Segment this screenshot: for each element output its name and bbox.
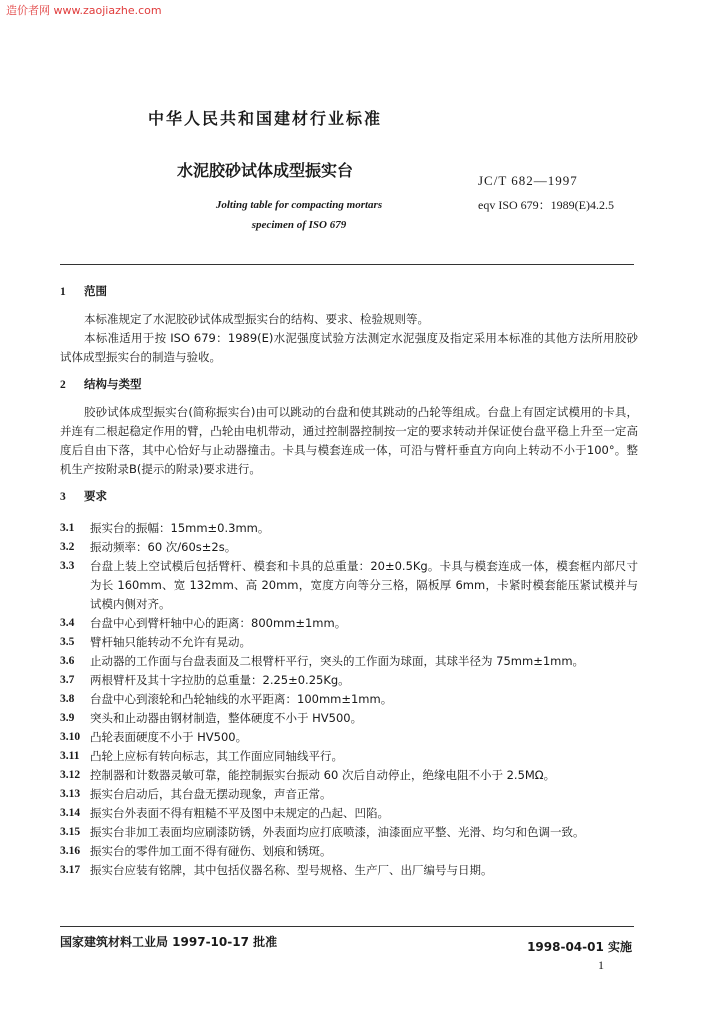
requirement-item bbox=[60, 690, 638, 709]
requirement-item bbox=[60, 557, 638, 614]
requirement-item bbox=[60, 671, 638, 690]
clause-text: 控制器和计数器灵敏可靠，能控制振实台振动 60 次后自动停止，绝缘电阻不小于 2.5MΩ。 bbox=[90, 768, 556, 782]
section-heading-requirements bbox=[60, 487, 638, 507]
clause-number: 3.9 bbox=[60, 712, 75, 724]
requirement-item bbox=[60, 709, 638, 728]
section-title: 范围 bbox=[84, 284, 107, 298]
clause-text: 突头和止动器由钢材制造，整体硬度不小于 HV500。 bbox=[90, 711, 363, 725]
requirement-item bbox=[60, 785, 638, 804]
requirement-item bbox=[60, 804, 638, 823]
clause-number: 3.6 bbox=[60, 655, 75, 667]
requirements-list bbox=[60, 519, 638, 880]
requirement-item bbox=[60, 538, 638, 557]
section-title: 结构与类型 bbox=[84, 377, 142, 391]
standard-name: 中华人民共和国建材行业标准 bbox=[148, 109, 383, 128]
clause-number: 3.3 bbox=[60, 560, 75, 572]
requirement-item bbox=[60, 652, 638, 671]
clause-text: 台盘中心到臂杆轴中心的距离：800mm±1mm。 bbox=[90, 616, 347, 630]
clause-text: 凸轮上应标有转向标志，其工作面应同轴线平行。 bbox=[90, 749, 343, 763]
clause-number: 3.7 bbox=[60, 674, 75, 686]
approval-line: 国家建筑材料工业局 1997-10-17 批准 bbox=[60, 935, 278, 949]
clause-number: 3.4 bbox=[60, 617, 75, 629]
requirement-item bbox=[60, 519, 638, 538]
scope-paragraph-2: 本标准适用于按 ISO 679：1989(E)水泥强度试验方法测定水泥强度及指定采用本标准的其他方法所用胶砂试体成型振实台的制造与验收。 bbox=[60, 331, 638, 364]
clause-text: 振实台外表面不得有粗糙不平及图中未规定的凸起、凹陷。 bbox=[90, 806, 389, 820]
section-number: 2 bbox=[60, 379, 66, 391]
clause-text: 台盘上装上空试模后包括臂杆、模套和卡具的总重量：20±0.5Kg。卡具与模套连成一体，模套框内部尺寸为长 160mm、宽 132mm、高 20mm，宽度方向等分三格，隔板厚 6mm，卡紧时模套能压紧试模并与试模内侧对齐。 bbox=[90, 559, 638, 611]
section-title: 要求 bbox=[84, 489, 107, 503]
requirement-item bbox=[60, 842, 638, 861]
clause-number: 3.15 bbox=[60, 826, 81, 838]
clause-number: 3.10 bbox=[60, 731, 81, 743]
clause-number: 3.1 bbox=[60, 522, 75, 534]
english-title bbox=[184, 195, 414, 235]
clause-number: 3.13 bbox=[60, 788, 81, 800]
requirement-item bbox=[60, 728, 638, 747]
clause-text: 凸轮表面硬度不小于 HV500。 bbox=[90, 730, 248, 744]
clause-text: 止动器的工作面与台盘表面及二根臂杆平行，突头的工作面为球面，其球半径为 75mm±1mm。 bbox=[90, 654, 585, 668]
document-body bbox=[60, 282, 638, 880]
implementation-date: 1998-04-01 实施 bbox=[527, 940, 632, 954]
footer-divider bbox=[60, 926, 634, 927]
requirement-item bbox=[60, 747, 638, 766]
header-divider bbox=[60, 264, 634, 265]
clause-number: 3.2 bbox=[60, 541, 75, 553]
structure-paragraph: 胶砂试体成型振实台(简称振实台)由可以跳动的台盘和使其跳动的凸轮等组成。台盘上有固定试模用的卡具，并连有二根起稳定作用的臂，凸轮由电机带动，通过控制器控制按一定的要求转动并保证使台盘平稳上升至一定高度后自由下落，其中心恰好与止动器撞击。卡具与模套连成一体，可沿与臂杆垂直方向向上转动不小于100°。整机生产按附录B(提示的附录)要求进行。 bbox=[60, 405, 638, 476]
clause-number: 3.12 bbox=[60, 769, 81, 781]
clause-text: 振实台的零件加工面不得有碰伤、划痕和锈斑。 bbox=[90, 844, 332, 858]
scope-paragraph-1: 本标准规定了水泥胶砂试体成型振实台的结构、要求、检验规则等。 bbox=[84, 312, 429, 326]
section-heading-structure bbox=[60, 375, 638, 395]
clause-number: 3.16 bbox=[60, 845, 81, 857]
requirement-item bbox=[60, 766, 638, 785]
section-number: 3 bbox=[60, 491, 66, 503]
clause-number: 3.8 bbox=[60, 693, 75, 705]
clause-text: 臂杆轴只能转动不允许有晃动。 bbox=[90, 635, 251, 649]
clause-text: 振实台启动后，其台盘无摆动现象，声音正常。 bbox=[90, 787, 332, 801]
clause-text: 台盘中心到滚轮和凸轮轴线的水平距离：100mm±1mm。 bbox=[90, 692, 393, 706]
clause-text: 振实台的振幅：15mm±0.3mm。 bbox=[90, 521, 270, 535]
clause-text: 振动频率：60 次/60s±2s。 bbox=[90, 540, 237, 554]
english-title-line-2: specimen of ISO 679 bbox=[251, 219, 347, 231]
requirement-item bbox=[60, 633, 638, 652]
clause-text: 振实台非加工表面均应刷漆防锈，外表面均应打底喷漆，油漆面应平整、光滑、均匀和色调一致。 bbox=[90, 825, 585, 839]
requirement-item bbox=[60, 614, 638, 633]
standard-equivalent: eqv ISO 679：1989(E)4.2.5 bbox=[478, 198, 614, 212]
section-heading-scope bbox=[60, 282, 638, 302]
requirement-item bbox=[60, 861, 638, 880]
page-number: 1 bbox=[598, 958, 604, 972]
clause-text: 振实台应装有铭牌，其中包括仪器名称、型号规格、生产厂、出厂编号与日期。 bbox=[90, 863, 493, 877]
clause-number: 3.17 bbox=[60, 864, 81, 876]
requirement-item bbox=[60, 823, 638, 842]
english-title-line-1: Jolting table for compacting mortars bbox=[215, 199, 383, 211]
clause-number: 3.11 bbox=[60, 750, 80, 762]
clause-text: 两根臂杆及其十字拉肋的总重量：2.25±0.25Kg。 bbox=[90, 673, 350, 687]
standard-code: JC/T 682—1997 bbox=[478, 173, 578, 188]
clause-number: 3.5 bbox=[60, 636, 75, 648]
watermark-text: 造价者网 www.zaojiazhe.com bbox=[6, 4, 162, 17]
section-number: 1 bbox=[60, 286, 66, 298]
clause-number: 3.14 bbox=[60, 807, 81, 819]
document-title: 水泥胶砂试体成型振实台 bbox=[177, 161, 354, 180]
